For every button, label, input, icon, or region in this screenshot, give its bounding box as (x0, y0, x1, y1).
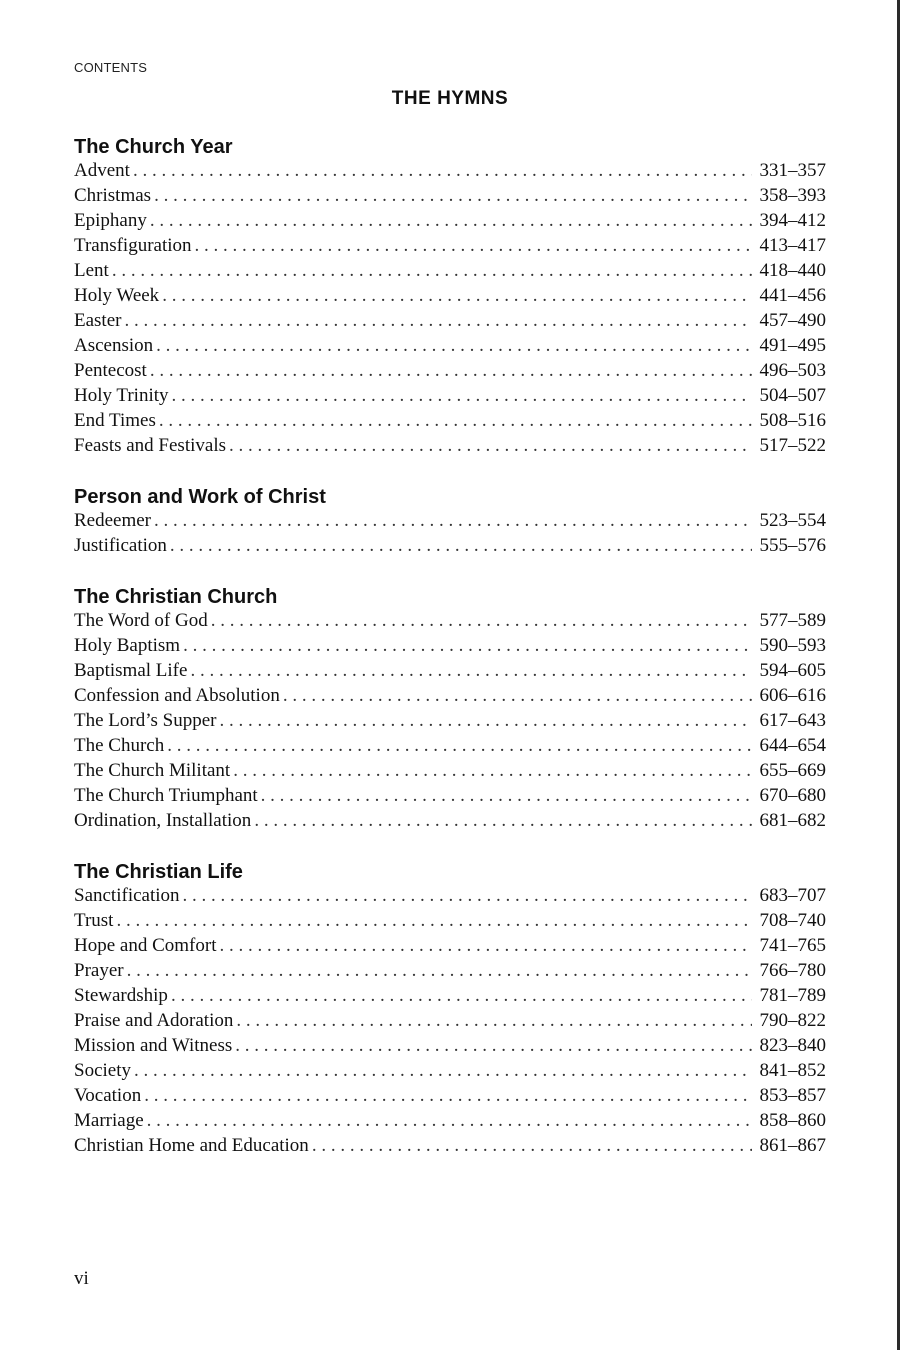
toc-entry (74, 1083, 826, 1108)
dot-leader (183, 633, 751, 658)
hymn-number-range: 741–765 (759, 935, 826, 956)
toc-entry (74, 733, 826, 758)
toc-entry (74, 1008, 826, 1033)
entry-label: Sanctification (74, 885, 180, 906)
dot-leader (261, 783, 752, 808)
toc-entry (74, 883, 826, 908)
entry-label: Lent (74, 260, 109, 281)
entry-label: Redeemer (74, 510, 152, 531)
dot-leader (219, 708, 751, 733)
entry-label: Baptismal Life (74, 660, 188, 681)
hymn-number-range: 394–412 (759, 210, 826, 231)
toc-entry (74, 1133, 826, 1158)
entry-label: Society (74, 1060, 131, 1081)
hymn-number-range: 644–654 (759, 735, 826, 756)
hymn-number-range: 504–507 (759, 385, 826, 406)
entry-label: The Church Triumphant (74, 785, 258, 806)
hymn-number-range: 841–852 (759, 1060, 826, 1081)
entry-label: Transfiguration (74, 235, 192, 256)
toc-entry (74, 658, 826, 683)
dot-leader (156, 333, 751, 358)
toc-entry (74, 958, 826, 983)
hymn-number-range: 496–503 (759, 360, 826, 381)
hymn-number-range: 790–822 (759, 1010, 826, 1031)
entry-label: Holy Week (74, 285, 160, 306)
toc-entry (74, 758, 826, 783)
hymn-number-range: 683–707 (759, 885, 826, 906)
toc-section (74, 858, 826, 1158)
hymn-number-range: 358–393 (759, 185, 826, 206)
hymn-number-range: 858–860 (759, 1110, 826, 1131)
hymn-number-range: 655–669 (759, 760, 826, 781)
dot-leader (144, 1083, 751, 1108)
hymn-number-range: 823–840 (759, 1035, 826, 1056)
entry-label: Christian Home and Education (74, 1135, 309, 1156)
entry-label: Holy Trinity (74, 385, 169, 406)
entry-label: Vocation (74, 1085, 142, 1106)
hymn-number-range: 523–554 (759, 510, 826, 531)
hymn-number-range: 781–789 (759, 985, 826, 1006)
hymn-number-range: 590–593 (759, 635, 826, 656)
section-heading: The Christian Life (74, 861, 243, 883)
toc-entry (74, 358, 826, 383)
toc-entry (74, 383, 826, 408)
hymn-number-range: 331–357 (759, 160, 826, 181)
toc-entry (74, 808, 826, 833)
hymn-number-range: 457–490 (759, 310, 826, 331)
dot-leader (150, 358, 752, 383)
entry-label: The Church (74, 735, 165, 756)
dot-leader (235, 1033, 751, 1058)
entry-label: Easter (74, 310, 122, 331)
toc-entry (74, 208, 826, 233)
toc-entry (74, 683, 826, 708)
entry-label: Christmas (74, 185, 152, 206)
section-heading: The Christian Church (74, 586, 278, 608)
entry-label: Holy Baptism (74, 635, 181, 656)
hymn-number-range: 491–495 (759, 335, 826, 356)
hymn-number-range: 555–576 (759, 535, 826, 556)
entry-label: Mission and Witness (74, 1035, 233, 1056)
hymn-number-range: 577–589 (759, 610, 826, 631)
entry-label: Pentecost (74, 360, 147, 381)
page-title: THE HYMNS (391, 88, 509, 109)
dot-leader (154, 508, 751, 533)
toc-entry (74, 1058, 826, 1083)
page-number: vi (74, 1268, 89, 1289)
hymn-number-range: 617–643 (759, 710, 826, 731)
hymn-number-range: 413–417 (759, 235, 826, 256)
dot-leader (172, 383, 752, 408)
dot-leader (127, 958, 752, 983)
toc-entry (74, 983, 826, 1008)
running-head: CONTENTS (74, 60, 148, 75)
dot-leader (171, 983, 752, 1008)
toc-section (74, 133, 826, 458)
dot-leader (190, 658, 751, 683)
toc-entry (74, 1033, 826, 1058)
entry-label: Ascension (74, 335, 154, 356)
entry-label: Confession and Absolution (74, 685, 280, 706)
hymn-number-range: 861–867 (759, 1135, 826, 1156)
entry-label: Hope and Comfort (74, 935, 217, 956)
entry-label: Advent (74, 160, 130, 181)
hymn-number-range: 606–616 (759, 685, 826, 706)
toc-entry (74, 783, 826, 808)
toc-entry (74, 308, 826, 333)
hymn-number-range: 708–740 (759, 910, 826, 931)
hymn-number-range: 670–680 (759, 785, 826, 806)
dot-leader (211, 608, 752, 633)
entry-label: Stewardship (74, 985, 168, 1006)
toc-entry (74, 608, 826, 633)
entry-label: The Word of God (74, 610, 208, 631)
entry-label: Praise and Adoration (74, 1010, 234, 1031)
entry-label: Ordination, Installation (74, 810, 252, 831)
dot-leader (150, 208, 752, 233)
entry-label: Epiphany (74, 210, 147, 231)
entry-label: Feasts and Festivals (74, 435, 226, 456)
dot-leader (167, 733, 751, 758)
toc-entry (74, 633, 826, 658)
toc-entry (74, 258, 826, 283)
hymn-number-range: 441–456 (759, 285, 826, 306)
entry-label: Prayer (74, 960, 124, 981)
hymn-number-range: 517–522 (759, 435, 826, 456)
entry-label: Trust (74, 910, 114, 931)
dot-leader (183, 883, 752, 908)
dot-leader (154, 183, 751, 208)
table-of-contents (74, 133, 826, 1183)
toc-entry (74, 283, 826, 308)
section-heading: Person and Work of Christ (74, 486, 326, 508)
toc-entry (74, 183, 826, 208)
toc-entry (74, 233, 826, 258)
toc-entry (74, 433, 826, 458)
dot-leader (159, 408, 752, 433)
entry-label: Marriage (74, 1110, 144, 1131)
dot-leader (254, 808, 751, 833)
hymn-number-range: 853–857 (759, 1085, 826, 1106)
toc-section (74, 583, 826, 833)
dot-leader (229, 433, 752, 458)
dot-leader (312, 1133, 752, 1158)
toc-entry (74, 508, 826, 533)
dot-leader (133, 158, 752, 183)
dot-leader (170, 533, 752, 558)
toc-entry (74, 333, 826, 358)
hymn-number-range: 681–682 (759, 810, 826, 831)
dot-leader (283, 683, 752, 708)
toc-entry (74, 708, 826, 733)
entry-label: The Lord’s Supper (74, 710, 217, 731)
dot-leader (112, 258, 752, 283)
section-heading: The Church Year (74, 136, 233, 158)
toc-entry (74, 1108, 826, 1133)
dot-leader (116, 908, 751, 933)
dot-leader (147, 1108, 752, 1133)
entry-label: Justification (74, 535, 167, 556)
dot-leader (162, 283, 751, 308)
dot-leader (236, 1008, 751, 1033)
hymn-number-range: 766–780 (759, 960, 826, 981)
hymn-number-range: 594–605 (759, 660, 826, 681)
dot-leader (233, 758, 751, 783)
toc-entry (74, 908, 826, 933)
hymn-number-range: 508–516 (759, 410, 826, 431)
toc-entry (74, 158, 826, 183)
toc-entry (74, 933, 826, 958)
entry-label: End Times (74, 410, 156, 431)
hymn-number-range: 418–440 (759, 260, 826, 281)
toc-entry (74, 408, 826, 433)
dot-leader (195, 233, 752, 258)
dot-leader (134, 1058, 752, 1083)
toc-section (74, 483, 826, 558)
entry-label: The Church Militant (74, 760, 231, 781)
dot-leader (219, 933, 751, 958)
toc-entry (74, 533, 826, 558)
dot-leader (124, 308, 751, 333)
